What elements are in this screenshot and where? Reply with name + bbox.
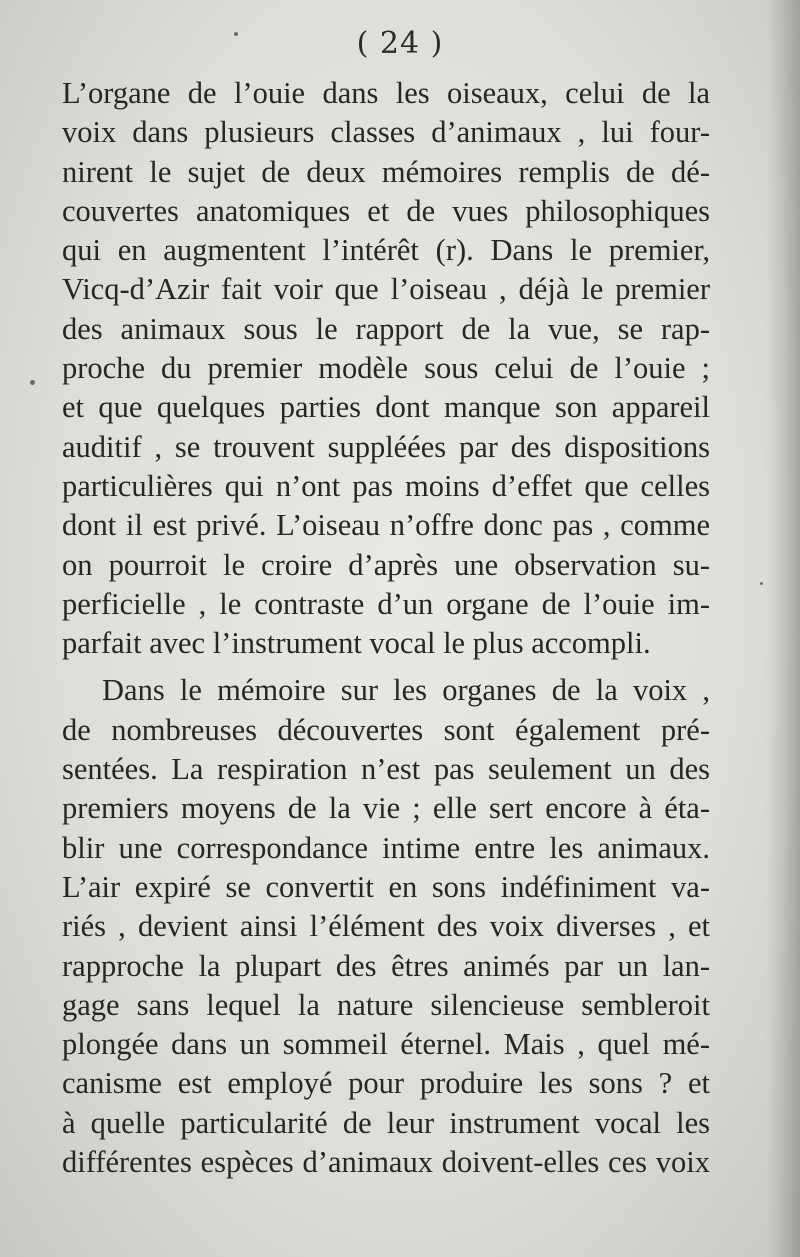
text-line: parfait avec l’instrument vocal le plus accompli. bbox=[62, 626, 651, 661]
text-line: L’organe de l’ouie dans les oiseaux, celui de la bbox=[62, 76, 710, 110]
text-line: particulières qui n’ont pas moins d’effet que celles bbox=[62, 468, 710, 503]
page-binding-shadow bbox=[766, 0, 800, 1257]
paper-speck bbox=[760, 582, 763, 585]
text-line: L’air expiré se convertit en sons indéfiniment va- bbox=[62, 869, 710, 904]
text-line: plongée dans un sommeil éternel. Mais , quel mé- bbox=[62, 1027, 710, 1062]
text-line: premiers moyens de la vie ; elle sert encore à éta- bbox=[62, 791, 710, 826]
text-line: et que quelques parties dont manque son appareil bbox=[62, 390, 710, 425]
text-line: Vicq-d’Azir fait voir que l’oiseau , déjà le premier bbox=[62, 272, 710, 307]
text-line: sentées. La respiration n’est pas seulement un des bbox=[62, 752, 710, 787]
text-line: à quelle particularité de leur instrument vocal les bbox=[62, 1105, 710, 1140]
text-line: voix dans plusieurs classes d’animaux , lui four- bbox=[62, 115, 710, 150]
text-line: rapproche la plupart des êtres animés par un lan- bbox=[62, 948, 710, 983]
text-line: qui en augmentent l’intérêt (r). Dans le premier, bbox=[62, 233, 710, 268]
text-line: nirent le sujet de deux mémoires remplis de dé- bbox=[62, 154, 710, 189]
paragraph bbox=[62, 671, 710, 1182]
page-number: ( 24 ) bbox=[356, 26, 444, 61]
page-body bbox=[62, 74, 710, 1182]
text-line: différentes espèces d’animaux doivent-elles ces voix bbox=[62, 1145, 710, 1180]
paper-speck bbox=[30, 380, 35, 385]
text-line: riés , devient ainsi l’élément des voix diverses , et bbox=[62, 909, 710, 944]
paragraph bbox=[62, 74, 710, 663]
text-line: auditif , se trouvent suppléées par des dispositions bbox=[62, 429, 710, 464]
text-line: on pourroit le croire d’après une observation su- bbox=[62, 547, 710, 582]
text-line: blir une correspondance intime entre les animaux. bbox=[62, 830, 710, 865]
text-line: proche du premier modèle sous celui de l’ouie ; bbox=[62, 351, 710, 386]
text-line: de nombreuses découvertes sont également pré- bbox=[62, 712, 710, 747]
paper-speck bbox=[234, 32, 238, 36]
text-line: canisme est employé pour produire les sons ? et bbox=[62, 1066, 710, 1101]
text-line: dont il est privé. L’oiseau n’offre donc pas , comme bbox=[62, 508, 710, 543]
text-line: des animaux sous le rapport de la vue, se rap- bbox=[62, 311, 710, 346]
text-line: gage sans lequel la nature silencieuse sembleroit bbox=[62, 987, 710, 1022]
text-line: couvertes anatomiques et de vues philosophiques bbox=[62, 193, 710, 228]
text-line: perficielle , le contraste d’un organe de l’ouie im- bbox=[62, 586, 710, 621]
paragraph-gap bbox=[62, 663, 710, 671]
text-line: Dans le mémoire sur les organes de la voix , bbox=[102, 673, 710, 708]
